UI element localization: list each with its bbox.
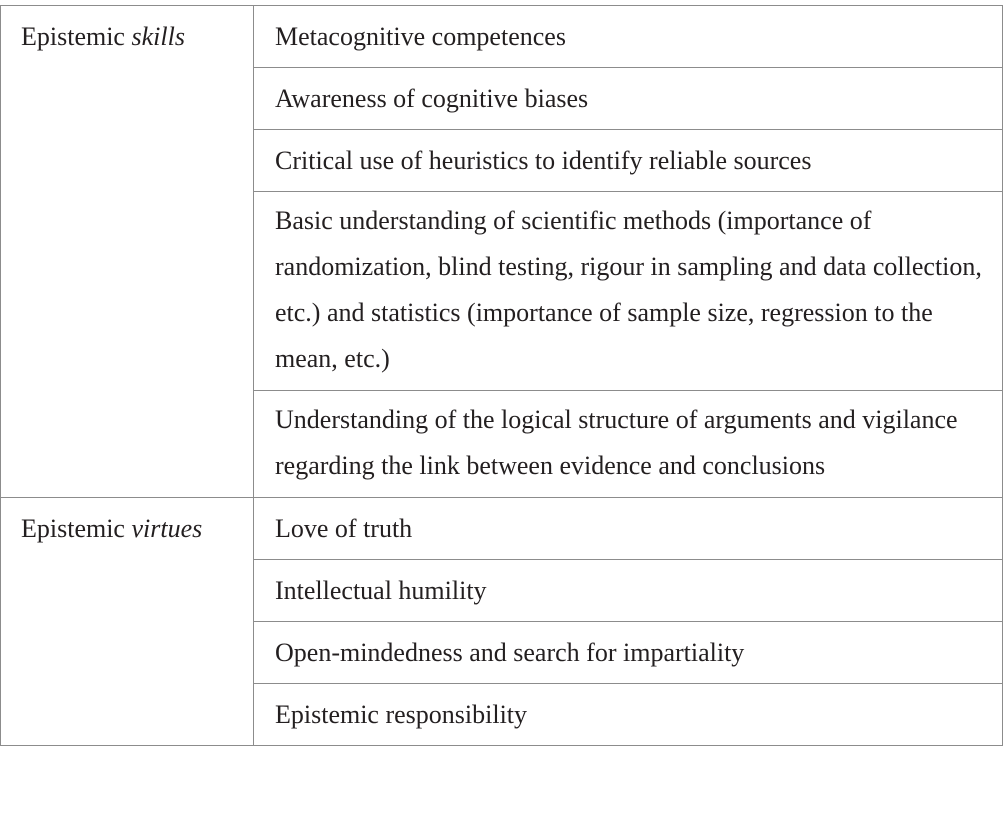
item-cell: Intellectual humility — [254, 560, 1003, 622]
item-cell: Epistemic responsibility — [254, 684, 1003, 746]
category-cell-skills — [1, 6, 254, 498]
table-row — [1, 6, 1003, 68]
category-emphasis: virtues — [131, 514, 203, 543]
epistemic-table-container — [0, 5, 1003, 746]
item-cell: Open-mindedness and search for impartiality — [254, 622, 1003, 684]
category-emphasis: skills — [131, 22, 185, 51]
table-row — [1, 498, 1003, 560]
category-cell-virtues — [1, 498, 254, 746]
category-prefix: Epistemic — [21, 514, 132, 543]
item-cell: Love of truth — [254, 498, 1003, 560]
epistemic-table — [0, 5, 1003, 746]
item-cell: Understanding of the logical structure of arguments and vigilance regarding the link between evidence and conclusions — [254, 391, 1003, 498]
item-cell: Basic understanding of scientific methods (importance of randomization, blind testing, rigour in sampling and data collection, etc.) and statistics (importance of sample size, regression to the mean, etc.) — [254, 192, 1003, 391]
item-cell: Metacognitive competences — [254, 6, 1003, 68]
category-prefix: Epistemic — [21, 22, 132, 51]
item-cell: Critical use of heuristics to identify reliable sources — [254, 130, 1003, 192]
item-cell: Awareness of cognitive biases — [254, 68, 1003, 130]
